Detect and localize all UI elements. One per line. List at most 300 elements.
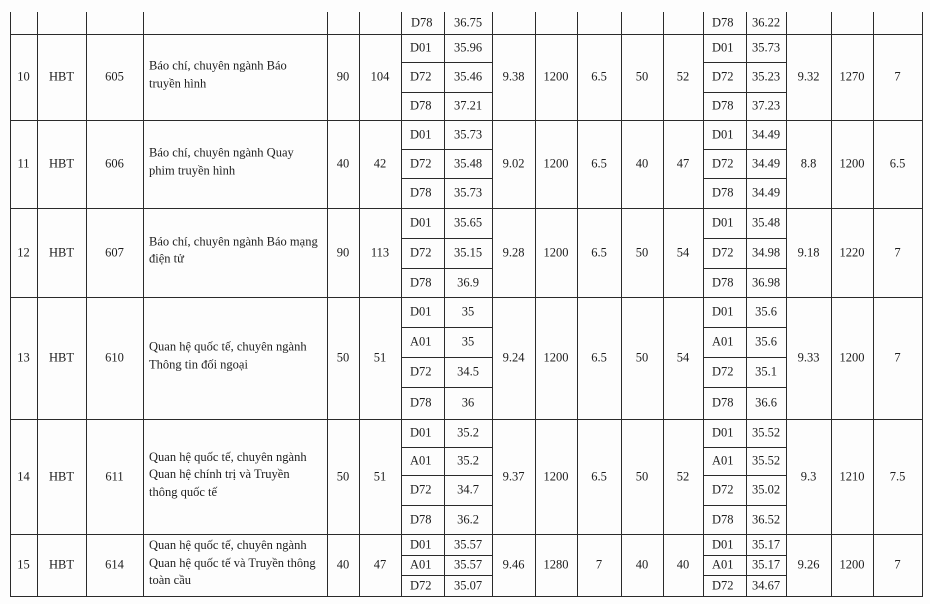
- major-code: 610: [105, 350, 124, 365]
- column-border: [577, 208, 578, 298]
- major-name-line: Quan hệ quốc tế, chuyên ngành: [149, 537, 307, 552]
- column-border: [327, 12, 328, 35]
- admitted-count: 52: [676, 69, 690, 84]
- school-code: HBT: [49, 350, 74, 365]
- column-border: [831, 534, 832, 597]
- score-cell: 35.73: [751, 40, 781, 55]
- score-cell: 34.98: [751, 245, 781, 260]
- column-border: [922, 534, 923, 597]
- combo-code: D78: [712, 15, 734, 30]
- combo-code: D78: [410, 98, 432, 113]
- sub-column-border: [444, 297, 445, 420]
- quota: 90: [336, 245, 350, 259]
- sub-column-border: [786, 34, 787, 121]
- sub-column-border: [746, 297, 747, 420]
- score-cell: 34.49: [751, 156, 781, 170]
- score-cell: 35.07: [453, 578, 483, 592]
- sub-column-border: [746, 534, 747, 597]
- major-name: [149, 339, 307, 374]
- combo-code: D78: [712, 512, 734, 526]
- score-cell: 36.98: [751, 275, 781, 289]
- sub-row-border: [703, 387, 787, 388]
- score-value: 1200: [839, 350, 865, 365]
- admitted-count: 51: [373, 350, 387, 365]
- sub-row-border: [401, 447, 493, 448]
- score-cell: 34.49: [751, 185, 781, 200]
- score-cell: 35.02: [751, 482, 781, 497]
- score-value: 1200: [543, 469, 569, 483]
- column-border: [327, 534, 328, 597]
- sub-row-border: [703, 555, 787, 556]
- combo-code: D78: [410, 275, 432, 289]
- column-border: [86, 419, 87, 535]
- column-border: [10, 534, 11, 597]
- column-border: [703, 534, 704, 597]
- column-border: [746, 12, 747, 35]
- sub-row-border: [401, 178, 493, 179]
- sub-row-border: [401, 92, 493, 93]
- score-cell: 35.6: [755, 334, 777, 349]
- row-number: 11: [17, 156, 30, 171]
- sub-column-border: [444, 208, 445, 298]
- sub-column-border: [746, 34, 747, 121]
- column-border: [922, 208, 923, 298]
- score-cell: 35.52: [751, 425, 781, 440]
- sub-row-border: [401, 555, 493, 556]
- column-border: [143, 534, 144, 597]
- quota: 50: [336, 350, 350, 365]
- column-border: [621, 419, 622, 535]
- sub-row-border: [401, 268, 493, 269]
- major-name-line: Quan hệ quốc tế, chuyên ngành: [149, 339, 307, 354]
- column-border: [831, 34, 832, 121]
- combo-code: D72: [410, 364, 432, 379]
- score-value: 6.5: [591, 350, 607, 365]
- column-border: [359, 534, 360, 597]
- combo-code: D78: [410, 395, 432, 410]
- column-border: [621, 297, 622, 420]
- column-border: [703, 120, 704, 209]
- column-border: [831, 208, 832, 298]
- sub-column-border: [786, 297, 787, 420]
- major-name-line: Quan hệ quốc tế và Truyền thông: [149, 555, 316, 570]
- score-value: 6.5: [591, 156, 607, 171]
- combo-code: D78: [411, 15, 433, 30]
- score-value: 6.5: [591, 245, 607, 259]
- major-name: [149, 145, 294, 180]
- column-border: [401, 208, 402, 298]
- score-value: 7: [894, 350, 901, 365]
- column-border: [86, 534, 87, 597]
- column-border: [327, 120, 328, 209]
- score-value: 9.18: [797, 245, 820, 259]
- score-value: 1280: [543, 557, 569, 572]
- column-border: [873, 34, 874, 121]
- score-value: 9.38: [502, 69, 525, 84]
- combo-code: D01: [410, 215, 432, 230]
- quota: 50: [635, 245, 649, 259]
- school-code: HBT: [49, 557, 74, 572]
- score-value: 9.37: [502, 469, 525, 483]
- combo-code: D72: [712, 156, 734, 170]
- combo-code: A01: [712, 557, 734, 572]
- score-value: 1200: [839, 156, 865, 171]
- combo-code: A01: [410, 334, 432, 349]
- column-border: [401, 120, 402, 209]
- quota: 50: [635, 469, 649, 483]
- major-name: [149, 448, 307, 501]
- admitted-count: 54: [676, 350, 690, 365]
- column-border: [327, 208, 328, 298]
- column-border: [663, 12, 664, 35]
- score-value: 1270: [839, 69, 865, 84]
- column-border: [577, 34, 578, 121]
- sub-column-border: [492, 534, 493, 597]
- combo-code: A01: [712, 334, 734, 349]
- column-border: [703, 297, 704, 420]
- column-border: [10, 34, 11, 121]
- column-border: [577, 534, 578, 597]
- column-border: [703, 34, 704, 121]
- school-code: HBT: [49, 69, 74, 84]
- quota: 40: [635, 557, 649, 572]
- column-border: [37, 12, 38, 35]
- column-border: [86, 120, 87, 209]
- column-border: [359, 208, 360, 298]
- score-cell: 35.2: [457, 453, 479, 468]
- quota: 50: [635, 69, 649, 84]
- score-value: 1200: [543, 350, 569, 365]
- column-border: [831, 419, 832, 535]
- score-value: 1200: [543, 156, 569, 171]
- score-cell: 34.5: [457, 364, 479, 379]
- column-border: [663, 419, 664, 535]
- sub-row-border: [703, 357, 787, 358]
- combo-code: D72: [712, 245, 734, 260]
- score-cell: 35.73: [453, 185, 483, 200]
- score-cell: 35.57: [453, 537, 483, 551]
- sub-row-border: [703, 505, 787, 506]
- quota: 90: [336, 69, 350, 84]
- column-border: [86, 12, 87, 35]
- column-border: [663, 208, 664, 298]
- combo-code: D78: [712, 98, 734, 113]
- school-code: HBT: [49, 156, 74, 171]
- quota: 50: [635, 350, 649, 365]
- sub-column-border: [444, 419, 445, 535]
- combo-code: D01: [712, 40, 734, 55]
- major-name-line: toàn cầu: [149, 572, 191, 587]
- major-name: [149, 233, 318, 268]
- sub-row-border: [703, 475, 787, 476]
- column-border: [831, 120, 832, 209]
- combo-code: D78: [410, 185, 432, 200]
- combo-code: A01: [712, 453, 734, 468]
- combo-code: D01: [410, 40, 432, 55]
- combo-code: D72: [410, 69, 432, 84]
- combo-code: D01: [712, 537, 734, 551]
- sub-row-border: [401, 238, 493, 239]
- major-code: 606: [105, 156, 124, 171]
- column-border: [10, 419, 11, 535]
- score-cell: 35.57: [453, 557, 483, 572]
- sub-row-border: [401, 357, 493, 358]
- column-border: [577, 120, 578, 209]
- column-border: [359, 34, 360, 121]
- column-border: [37, 34, 38, 121]
- score-cell: 35.48: [453, 156, 483, 170]
- combo-code: D78: [712, 275, 734, 289]
- major-name-line: Báo chí, chuyên ngành Báo: [149, 58, 287, 73]
- column-border: [86, 34, 87, 121]
- sub-column-border: [746, 419, 747, 535]
- admitted-count: 113: [370, 245, 390, 259]
- column-border: [401, 419, 402, 535]
- column-border: [922, 120, 923, 209]
- column-border: [873, 12, 874, 35]
- score-cell: 35.2: [457, 425, 479, 440]
- column-border: [10, 208, 11, 298]
- score-cell: 34.49: [751, 127, 781, 141]
- column-border: [621, 208, 622, 298]
- major-code: 611: [105, 469, 124, 483]
- score-value: 1220: [839, 245, 865, 259]
- sub-column-border: [444, 120, 445, 209]
- admitted-count: 52: [676, 469, 690, 483]
- combo-code: A01: [410, 557, 432, 572]
- score-cell: 35: [461, 334, 475, 349]
- column-border: [327, 297, 328, 420]
- column-border: [922, 34, 923, 121]
- major-name-line: Quan hệ quốc tế, chuyên ngành: [149, 449, 307, 464]
- score-cell: 35: [461, 304, 475, 319]
- column-border: [703, 12, 704, 35]
- score-cell: 35.1: [755, 364, 777, 379]
- column-border: [535, 419, 536, 535]
- score-cell: 36: [461, 395, 475, 410]
- score-value: 6.5: [591, 469, 607, 483]
- column-border: [621, 34, 622, 121]
- sub-column-border: [492, 34, 493, 121]
- sub-column-border: [786, 534, 787, 597]
- column-border: [37, 297, 38, 420]
- column-border: [577, 419, 578, 535]
- sub-column-border: [492, 208, 493, 298]
- sub-column-border: [786, 208, 787, 298]
- combo-code: D78: [712, 185, 734, 200]
- score-value: 1200: [543, 69, 569, 84]
- column-border: [444, 12, 445, 35]
- score-cell: 37.21: [453, 98, 483, 113]
- score-cell: 36.6: [755, 395, 777, 410]
- column-border: [873, 208, 874, 298]
- column-border: [786, 12, 787, 35]
- column-border: [922, 297, 923, 420]
- row-number: 15: [17, 557, 30, 572]
- quota: 40: [635, 156, 649, 171]
- combo-code: D72: [410, 482, 432, 497]
- sub-row-border: [703, 327, 787, 328]
- major-name: [149, 537, 316, 590]
- school-code: HBT: [49, 469, 74, 483]
- column-border: [663, 534, 664, 597]
- column-border: [577, 297, 578, 420]
- combo-code: D72: [410, 578, 432, 592]
- admitted-count: 40: [676, 557, 690, 572]
- column-border: [37, 534, 38, 597]
- column-border: [143, 34, 144, 121]
- admitted-count: 54: [676, 245, 690, 259]
- combo-code: D72: [712, 578, 734, 592]
- column-border: [37, 120, 38, 209]
- score-cell: 35.65: [453, 215, 483, 230]
- score-cell: 36.75: [453, 15, 483, 30]
- score-cell: 36.52: [751, 512, 781, 526]
- score-value: 7.5: [889, 469, 906, 483]
- combo-code: D01: [410, 127, 432, 141]
- column-border: [401, 34, 402, 121]
- column-border: [621, 120, 622, 209]
- major-name-line: thông quốc tế: [149, 484, 218, 499]
- combo-code: D78: [712, 395, 734, 410]
- column-border: [663, 120, 664, 209]
- column-border: [327, 34, 328, 121]
- major-name: [149, 58, 287, 93]
- sub-row-border: [703, 238, 787, 239]
- score-value: 9.32: [797, 69, 820, 84]
- score-value: 7: [894, 557, 901, 572]
- score-cell: 34.67: [751, 578, 781, 592]
- sub-column-border: [444, 534, 445, 597]
- column-border: [703, 419, 704, 535]
- column-border: [922, 419, 923, 535]
- column-border: [535, 120, 536, 209]
- sub-row-border: [703, 62, 787, 63]
- score-value: 7: [894, 245, 901, 259]
- column-border: [86, 208, 87, 298]
- sub-column-border: [746, 120, 747, 209]
- sub-column-border: [786, 419, 787, 535]
- column-border: [535, 208, 536, 298]
- column-border: [37, 419, 38, 535]
- admitted-count: 47: [373, 557, 387, 572]
- score-value: 9.46: [502, 557, 525, 572]
- column-border: [831, 12, 832, 35]
- score-cell: 34.7: [457, 482, 479, 497]
- column-border: [873, 120, 874, 209]
- sub-column-border: [492, 120, 493, 209]
- column-border: [535, 12, 536, 35]
- score-cell: 36.9: [457, 275, 479, 289]
- column-border: [143, 419, 144, 535]
- column-border: [10, 12, 11, 35]
- column-border: [10, 297, 11, 420]
- score-value: 6.5: [591, 69, 607, 84]
- column-border: [621, 12, 622, 35]
- column-border: [359, 297, 360, 420]
- column-border: [37, 208, 38, 298]
- sub-row-border: [703, 178, 787, 179]
- column-border: [359, 12, 360, 35]
- sub-row-border: [703, 149, 787, 150]
- sub-row-border: [703, 268, 787, 269]
- score-value: 8.8: [800, 156, 817, 171]
- row-number: 14: [17, 469, 30, 483]
- score-value: 9.02: [502, 156, 525, 171]
- score-cell: 35.17: [751, 557, 781, 572]
- column-border: [663, 34, 664, 121]
- column-border: [143, 120, 144, 209]
- score-cell: 35.46: [453, 69, 483, 84]
- column-border: [327, 419, 328, 535]
- sub-row-border: [401, 475, 493, 476]
- sub-column-border: [444, 34, 445, 121]
- admitted-count: 104: [370, 69, 390, 84]
- sub-row-border: [401, 327, 493, 328]
- quota: 40: [336, 557, 350, 572]
- combo-code: D72: [712, 69, 734, 84]
- score-cell: 35.23: [751, 69, 781, 84]
- sub-row-border: [401, 575, 493, 576]
- column-border: [831, 297, 832, 420]
- column-border: [143, 297, 144, 420]
- school-code: HBT: [49, 245, 74, 259]
- combo-code: D01: [410, 425, 432, 440]
- combo-code: A01: [410, 453, 432, 468]
- sub-column-border: [746, 208, 747, 298]
- combo-code: D78: [410, 512, 432, 526]
- score-value: 6.5: [889, 156, 906, 171]
- admitted-count: 51: [373, 469, 387, 483]
- column-border: [703, 208, 704, 298]
- sub-column-border: [492, 297, 493, 420]
- major-name-line: điện tử: [149, 251, 184, 266]
- combo-code: D01: [712, 425, 734, 440]
- score-cell: 35.6: [755, 304, 777, 319]
- combo-code: D72: [410, 245, 432, 260]
- column-border: [359, 120, 360, 209]
- score-value: 7: [595, 557, 603, 572]
- column-border: [922, 12, 923, 35]
- admitted-count: 47: [676, 156, 690, 171]
- score-value: 1200: [543, 245, 569, 259]
- column-border: [10, 120, 11, 209]
- major-code: 605: [105, 69, 124, 84]
- row-number: 13: [17, 350, 30, 365]
- score-cell: 36.2: [457, 512, 479, 526]
- column-border: [492, 12, 493, 35]
- column-border: [359, 419, 360, 535]
- major-name-line: Báo chí, chuyên ngành Báo mạng: [149, 234, 318, 248]
- sub-row-border: [703, 575, 787, 576]
- combo-code: D72: [712, 482, 734, 497]
- major-name-line: phim truyền hình: [149, 163, 236, 177]
- combo-code: D01: [712, 127, 734, 141]
- column-border: [535, 534, 536, 597]
- sub-column-border: [492, 419, 493, 535]
- quota: 50: [336, 469, 350, 483]
- score-cell: 37.23: [751, 98, 781, 113]
- column-border: [535, 297, 536, 420]
- column-border: [621, 534, 622, 597]
- score-value: 9.3: [800, 469, 817, 483]
- score-value: 9.24: [502, 350, 525, 365]
- column-border: [873, 297, 874, 420]
- score-cell: 35.73: [453, 127, 483, 141]
- score-cell: 35.52: [751, 453, 781, 468]
- sub-row-border: [401, 387, 493, 388]
- column-border: [577, 12, 578, 35]
